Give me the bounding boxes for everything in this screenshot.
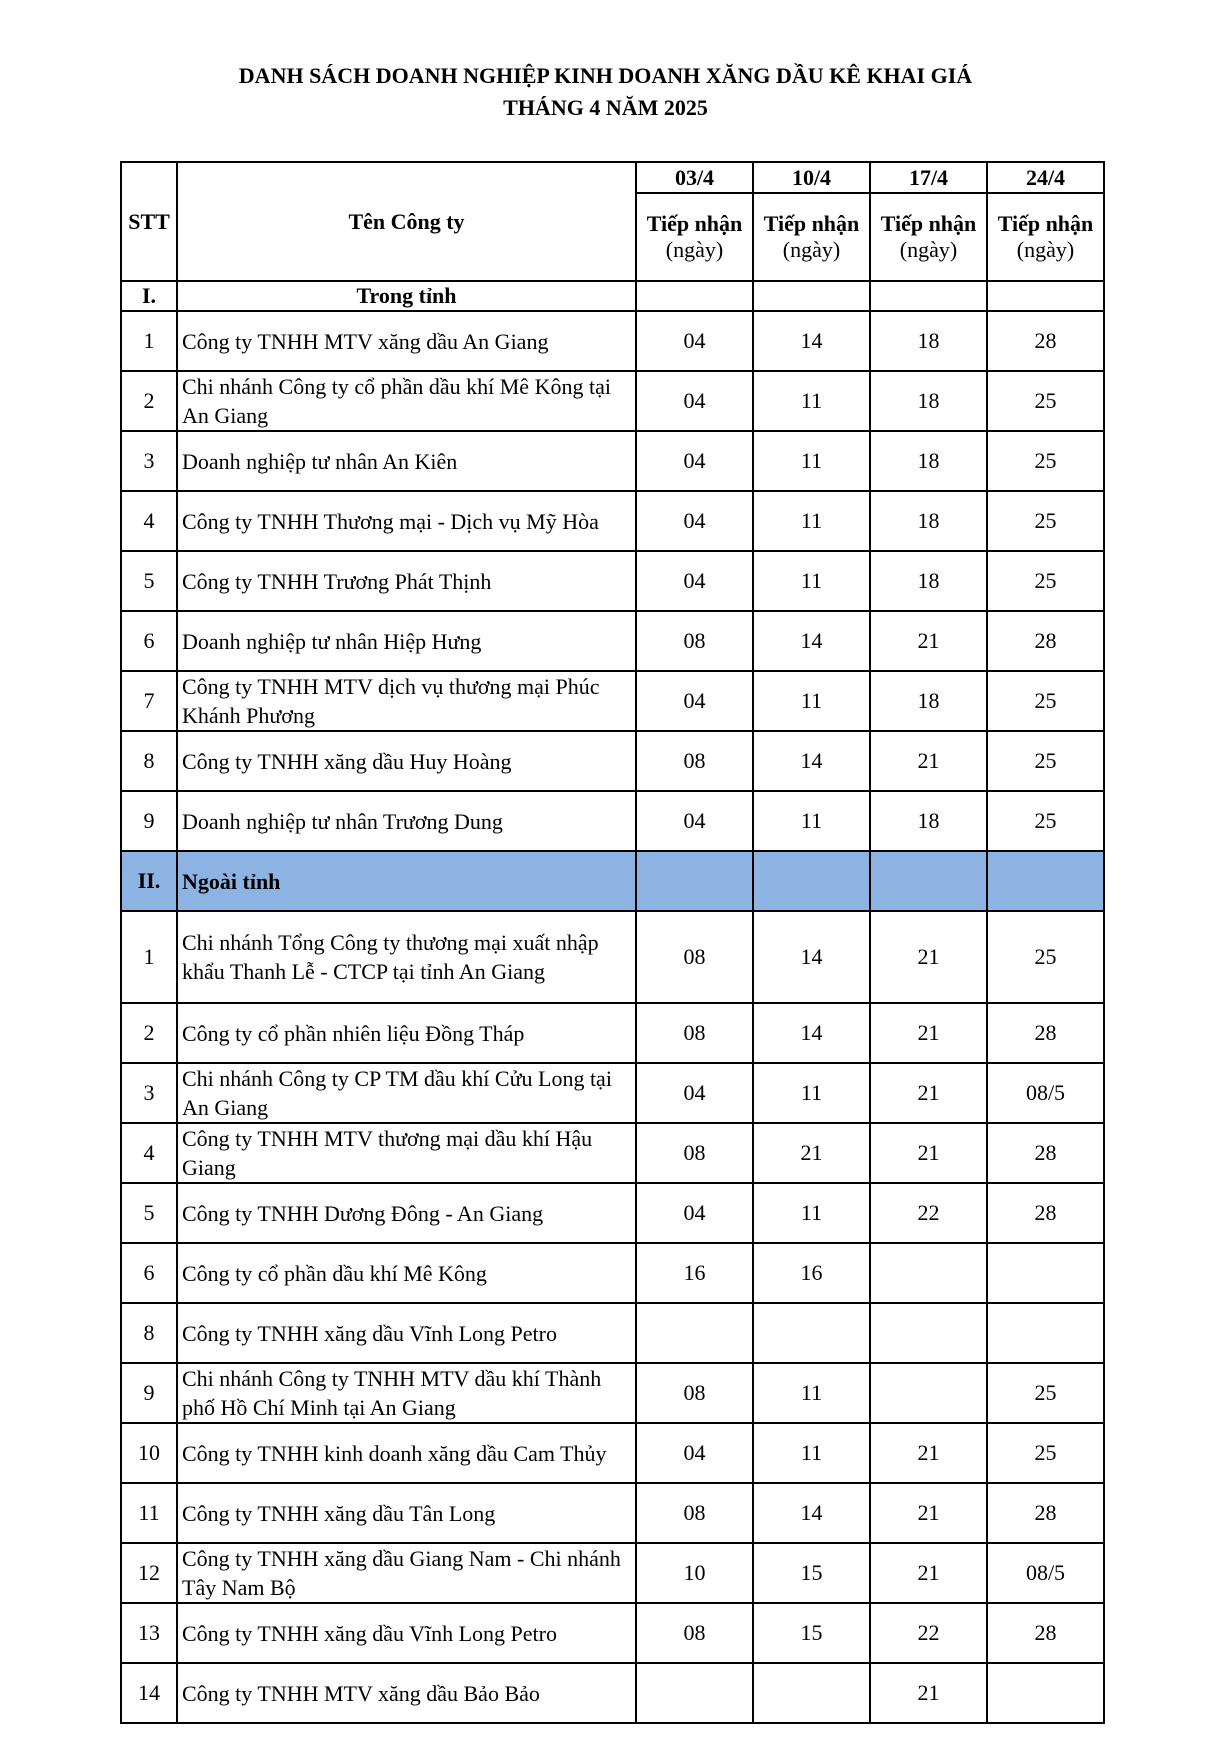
row-stt: 3 bbox=[121, 1063, 177, 1123]
received-day-2 bbox=[753, 1663, 870, 1723]
table-row bbox=[121, 1303, 1104, 1363]
received-day-2: 15 bbox=[753, 1543, 870, 1603]
unit-label: (ngày) bbox=[1016, 237, 1075, 262]
table-row bbox=[121, 491, 1104, 551]
received-day-2: 14 bbox=[753, 611, 870, 671]
table-row bbox=[121, 911, 1104, 1003]
company-name: Công ty TNHH xăng dầu Vĩnh Long Petro bbox=[177, 1303, 636, 1363]
row-stt: 3 bbox=[121, 431, 177, 491]
received-day-1 bbox=[636, 1303, 753, 1363]
company-name: Chi nhánh Tổng Công ty thương mại xuất nhập khẩu Thanh Lễ - CTCP tại tỉnh An Giang bbox=[177, 911, 636, 1003]
received-day-3: 21 bbox=[870, 1663, 987, 1723]
row-stt: 4 bbox=[121, 1123, 177, 1183]
company-name: Công ty TNHH kinh doanh xăng dầu Cam Thủy bbox=[177, 1423, 636, 1483]
table-row bbox=[121, 1063, 1104, 1123]
row-stt: 2 bbox=[121, 371, 177, 431]
received-day-1: 04 bbox=[636, 551, 753, 611]
table-row bbox=[121, 671, 1104, 731]
received-day-4 bbox=[987, 1243, 1104, 1303]
section-label: Ngoài tỉnh bbox=[177, 851, 636, 911]
received-day-1 bbox=[636, 1663, 753, 1723]
table-body bbox=[121, 281, 1104, 1723]
company-name: Công ty TNHH xăng dầu Tân Long bbox=[177, 1483, 636, 1543]
received-day-3 bbox=[870, 1303, 987, 1363]
date-header-1: 03/4 bbox=[636, 162, 753, 193]
received-header-4 bbox=[987, 193, 1104, 281]
received-day-2: 11 bbox=[753, 1423, 870, 1483]
received-day-1: 04 bbox=[636, 1423, 753, 1483]
received-day-3: 18 bbox=[870, 491, 987, 551]
received-day-4: 08/5 bbox=[987, 1063, 1104, 1123]
received-day-1: 08 bbox=[636, 1363, 753, 1423]
table-row bbox=[121, 791, 1104, 851]
received-day-3: 18 bbox=[870, 431, 987, 491]
received-day-3: 18 bbox=[870, 671, 987, 731]
received-day-3: 21 bbox=[870, 1123, 987, 1183]
table-row bbox=[121, 1243, 1104, 1303]
received-day-3: 22 bbox=[870, 1183, 987, 1243]
received-day-4: 25 bbox=[987, 791, 1104, 851]
table-row bbox=[121, 311, 1104, 371]
received-day-4: 25 bbox=[987, 371, 1104, 431]
received-day-3: 22 bbox=[870, 1603, 987, 1663]
received-day-2: 11 bbox=[753, 671, 870, 731]
section-label: Trong tỉnh bbox=[177, 281, 636, 311]
received-day-1: 08 bbox=[636, 611, 753, 671]
received-day-2: 16 bbox=[753, 1243, 870, 1303]
received-day-3: 18 bbox=[870, 311, 987, 371]
received-day-1: 10 bbox=[636, 1543, 753, 1603]
received-day-4 bbox=[987, 1663, 1104, 1723]
stt-header: STT bbox=[121, 162, 177, 281]
table-row bbox=[121, 371, 1104, 431]
unit-label: (ngày) bbox=[899, 237, 958, 262]
received-day-2: 15 bbox=[753, 1603, 870, 1663]
company-name: Công ty TNHH Trương Phát Thịnh bbox=[177, 551, 636, 611]
received-day-2: 21 bbox=[753, 1123, 870, 1183]
company-name: Công ty TNHH xăng dầu Huy Hoàng bbox=[177, 731, 636, 791]
received-day-4: 25 bbox=[987, 731, 1104, 791]
received-day-3: 18 bbox=[870, 371, 987, 431]
received-day-2: 14 bbox=[753, 911, 870, 1003]
received-day-1: 08 bbox=[636, 1003, 753, 1063]
price-declaration-table bbox=[120, 161, 1105, 1724]
received-day-4: 28 bbox=[987, 1483, 1104, 1543]
received-day-2: 14 bbox=[753, 731, 870, 791]
received-day-4: 25 bbox=[987, 491, 1104, 551]
section-row-out-province bbox=[121, 851, 1104, 911]
received-day-2: 14 bbox=[753, 1003, 870, 1063]
received-day-4: 25 bbox=[987, 1363, 1104, 1423]
row-stt: 2 bbox=[121, 1003, 177, 1063]
company-name: Công ty TNHH MTV dịch vụ thương mại Phúc Khánh Phương bbox=[177, 671, 636, 731]
row-stt: 1 bbox=[121, 911, 177, 1003]
section-roman: II. bbox=[121, 851, 177, 911]
received-label: Tiếp nhận bbox=[880, 211, 977, 236]
row-stt: 14 bbox=[121, 1663, 177, 1723]
date-header-4: 24/4 bbox=[987, 162, 1104, 193]
received-day-1: 16 bbox=[636, 1243, 753, 1303]
table-row bbox=[121, 611, 1104, 671]
received-day-1: 08 bbox=[636, 1603, 753, 1663]
received-header-2 bbox=[753, 193, 870, 281]
received-day-1: 04 bbox=[636, 311, 753, 371]
unit-label: (ngày) bbox=[665, 237, 724, 262]
received-day-4: 25 bbox=[987, 1423, 1104, 1483]
row-stt: 10 bbox=[121, 1423, 177, 1483]
table-row bbox=[121, 551, 1104, 611]
received-day-1: 04 bbox=[636, 371, 753, 431]
header-row-dates bbox=[121, 162, 1104, 193]
received-day-2: 14 bbox=[753, 311, 870, 371]
received-label: Tiếp nhận bbox=[997, 211, 1094, 236]
received-day-1: 04 bbox=[636, 1063, 753, 1123]
row-stt: 4 bbox=[121, 491, 177, 551]
received-day-4: 28 bbox=[987, 1123, 1104, 1183]
company-name: Chi nhánh Công ty cổ phần dầu khí Mê Kông tại An Giang bbox=[177, 371, 636, 431]
received-day-1: 04 bbox=[636, 1183, 753, 1243]
company-name: Chi nhánh Công ty CP TM dầu khí Cửu Long tại An Giang bbox=[177, 1063, 636, 1123]
received-day-1: 08 bbox=[636, 1123, 753, 1183]
received-day-1: 04 bbox=[636, 671, 753, 731]
table-row bbox=[121, 1363, 1104, 1423]
company-name: Công ty cổ phần dầu khí Mê Kông bbox=[177, 1243, 636, 1303]
received-day-3: 21 bbox=[870, 1063, 987, 1123]
table-row bbox=[121, 731, 1104, 791]
company-name: Công ty cổ phần nhiên liệu Đồng Tháp bbox=[177, 1003, 636, 1063]
table-row bbox=[121, 1543, 1104, 1603]
unit-label: (ngày) bbox=[782, 237, 841, 262]
received-day-1: 04 bbox=[636, 491, 753, 551]
received-day-3: 21 bbox=[870, 911, 987, 1003]
received-day-3: 21 bbox=[870, 1543, 987, 1603]
received-day-3: 21 bbox=[870, 1483, 987, 1543]
section-row-in-province bbox=[121, 281, 1104, 311]
row-stt: 9 bbox=[121, 1363, 177, 1423]
received-day-3 bbox=[870, 1363, 987, 1423]
received-day-2: 11 bbox=[753, 551, 870, 611]
received-day-2: 11 bbox=[753, 1063, 870, 1123]
received-day-1: 04 bbox=[636, 791, 753, 851]
table-row bbox=[121, 1423, 1104, 1483]
received-day-4: 28 bbox=[987, 1603, 1104, 1663]
company-name: Doanh nghiệp tư nhân An Kiên bbox=[177, 431, 636, 491]
company-name: Công ty TNHH xăng dầu Vĩnh Long Petro bbox=[177, 1603, 636, 1663]
received-label: Tiếp nhận bbox=[646, 211, 743, 236]
received-day-3: 21 bbox=[870, 1003, 987, 1063]
row-stt: 5 bbox=[121, 551, 177, 611]
document-title: DANH SÁCH DOANH NGHIỆP KINH DOANH XĂNG DẦU KÊ KHAI GIÁ bbox=[238, 63, 973, 88]
company-name: Công ty TNHH MTV thương mại dầu khí Hậu Giang bbox=[177, 1123, 636, 1183]
received-day-3: 21 bbox=[870, 1423, 987, 1483]
row-stt: 11 bbox=[121, 1483, 177, 1543]
table-row bbox=[121, 1183, 1104, 1243]
received-day-3 bbox=[870, 1243, 987, 1303]
company-name: Công ty TNHH Dương Đông - An Giang bbox=[177, 1183, 636, 1243]
received-day-4: 28 bbox=[987, 611, 1104, 671]
company-name: Công ty TNHH xăng dầu Giang Nam - Chi nhánh Tây Nam Bộ bbox=[177, 1543, 636, 1603]
received-day-1: 04 bbox=[636, 431, 753, 491]
received-day-4: 25 bbox=[987, 551, 1104, 611]
document-subtitle: THÁNG 4 NĂM 2025 bbox=[503, 95, 708, 120]
row-stt: 12 bbox=[121, 1543, 177, 1603]
received-day-4: 08/5 bbox=[987, 1543, 1104, 1603]
row-stt: 8 bbox=[121, 731, 177, 791]
received-day-2: 11 bbox=[753, 491, 870, 551]
received-day-4 bbox=[987, 1303, 1104, 1363]
received-day-4: 28 bbox=[987, 311, 1104, 371]
received-day-1: 08 bbox=[636, 731, 753, 791]
table-row bbox=[121, 1483, 1104, 1543]
company-name: Công ty TNHH Thương mại - Dịch vụ Mỹ Hòa bbox=[177, 491, 636, 551]
table-row bbox=[121, 1663, 1104, 1723]
row-stt: 13 bbox=[121, 1603, 177, 1663]
table-row bbox=[121, 1003, 1104, 1063]
date-header-2: 10/4 bbox=[753, 162, 870, 193]
received-label: Tiếp nhận bbox=[763, 211, 860, 236]
received-day-1: 08 bbox=[636, 1483, 753, 1543]
table-row bbox=[121, 431, 1104, 491]
row-stt: 5 bbox=[121, 1183, 177, 1243]
date-header-3: 17/4 bbox=[870, 162, 987, 193]
company-name: Doanh nghiệp tư nhân Trương Dung bbox=[177, 791, 636, 851]
received-day-4: 28 bbox=[987, 1183, 1104, 1243]
table-row bbox=[121, 1123, 1104, 1183]
received-day-1: 08 bbox=[636, 911, 753, 1003]
row-stt: 6 bbox=[121, 1243, 177, 1303]
company-name: Chi nhánh Công ty TNHH MTV dầu khí Thành phố Hồ Chí Minh tại An Giang bbox=[177, 1363, 636, 1423]
received-day-3: 18 bbox=[870, 791, 987, 851]
received-day-2: 11 bbox=[753, 431, 870, 491]
received-day-2: 11 bbox=[753, 791, 870, 851]
received-day-3: 21 bbox=[870, 611, 987, 671]
company-name: Công ty TNHH MTV xăng dầu Bảo Bảo bbox=[177, 1663, 636, 1723]
row-stt: 8 bbox=[121, 1303, 177, 1363]
company-header: Tên Công ty bbox=[177, 162, 636, 281]
received-header-3 bbox=[870, 193, 987, 281]
table-row bbox=[121, 1603, 1104, 1663]
received-day-2: 11 bbox=[753, 1363, 870, 1423]
received-day-3: 21 bbox=[870, 731, 987, 791]
received-day-2: 14 bbox=[753, 1483, 870, 1543]
received-day-2 bbox=[753, 1303, 870, 1363]
received-day-4: 25 bbox=[987, 431, 1104, 491]
row-stt: 6 bbox=[121, 611, 177, 671]
company-name: Công ty TNHH MTV xăng dầu An Giang bbox=[177, 311, 636, 371]
section-roman: I. bbox=[121, 281, 177, 311]
received-header-1 bbox=[636, 193, 753, 281]
received-day-4: 25 bbox=[987, 911, 1104, 1003]
row-stt: 1 bbox=[121, 311, 177, 371]
row-stt: 7 bbox=[121, 671, 177, 731]
received-day-4: 25 bbox=[987, 671, 1104, 731]
received-day-4: 28 bbox=[987, 1003, 1104, 1063]
company-name: Doanh nghiệp tư nhân Hiệp Hưng bbox=[177, 611, 636, 671]
received-day-2: 11 bbox=[753, 371, 870, 431]
received-day-2: 11 bbox=[753, 1183, 870, 1243]
row-stt: 9 bbox=[121, 791, 177, 851]
received-day-3: 18 bbox=[870, 551, 987, 611]
